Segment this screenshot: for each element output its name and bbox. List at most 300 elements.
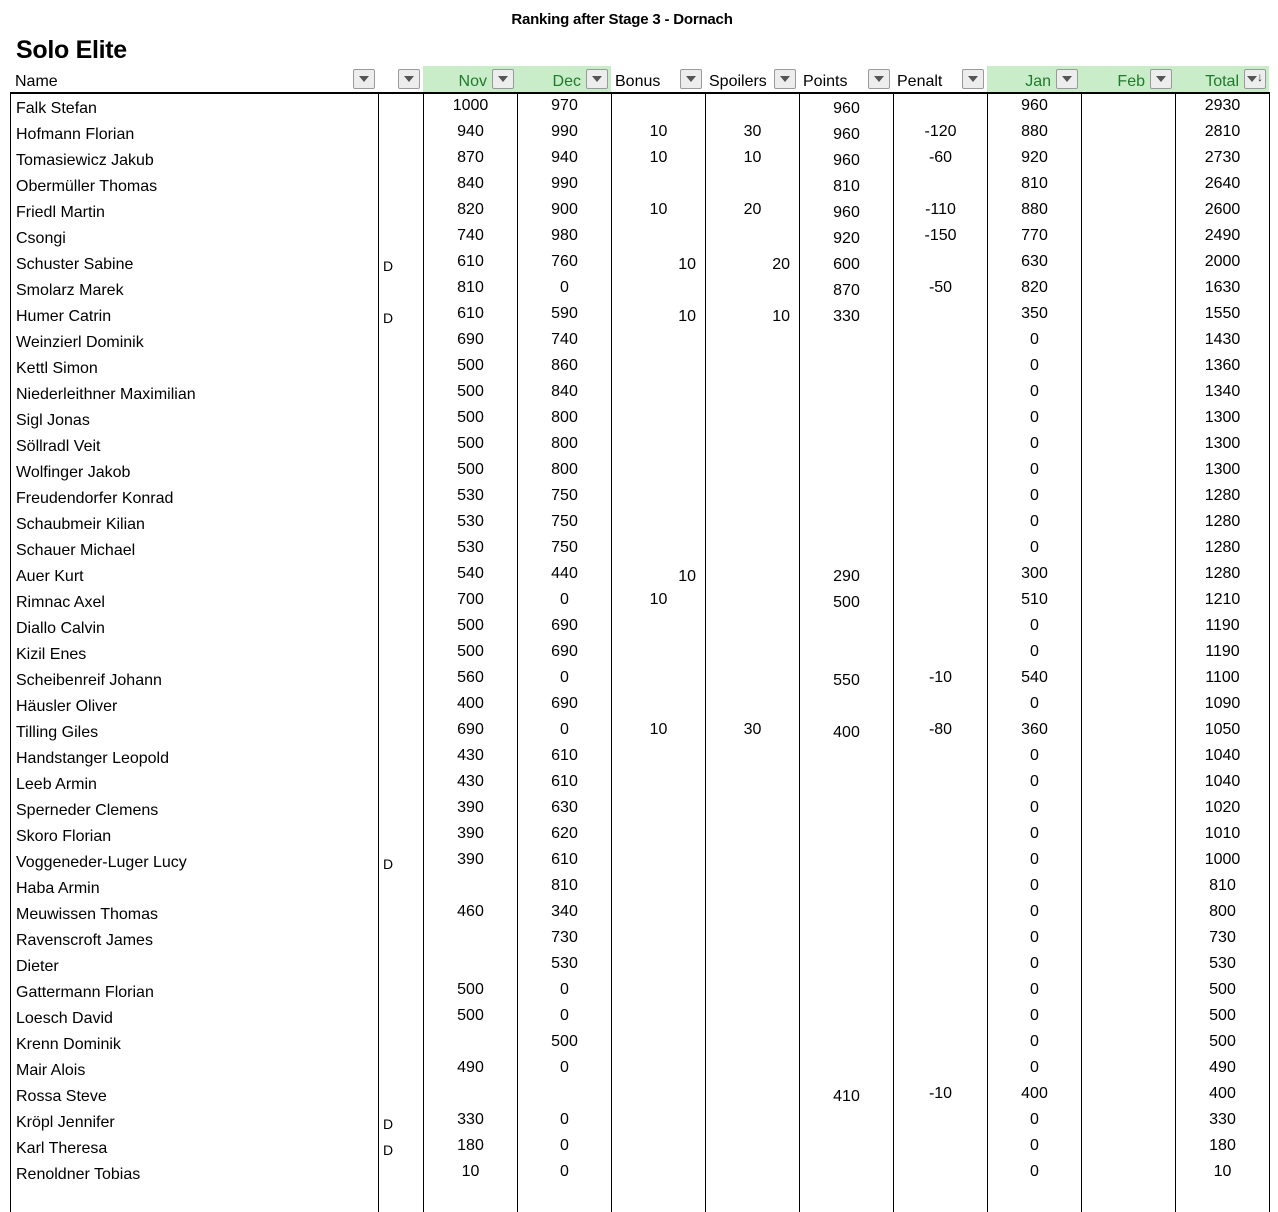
cell-jan: 540	[988, 666, 1082, 692]
cell-feb	[1082, 250, 1176, 276]
cell-jan: 0	[988, 432, 1082, 458]
cell-total: 1550	[1176, 302, 1270, 328]
cell-total: 2640	[1176, 172, 1270, 198]
table-row	[11, 224, 1270, 250]
table-row	[11, 120, 1270, 146]
cell-flag	[379, 562, 424, 588]
cell-total: 1000	[1176, 848, 1270, 874]
cell-total: 500	[1176, 1030, 1270, 1056]
table-row	[11, 588, 1270, 614]
cell-dec: 630	[518, 796, 612, 822]
cell-points	[800, 380, 894, 406]
column-header-penalty	[893, 66, 987, 92]
cell-feb	[1082, 1160, 1176, 1186]
cell-nov: 840	[424, 172, 518, 198]
cell-spoilers: 10	[706, 302, 800, 328]
cell-feb	[1082, 406, 1176, 432]
column-header-nov	[423, 66, 517, 92]
cell-empty	[11, 1186, 379, 1212]
page-title: Ranking after Stage 3 - Dornach	[511, 11, 733, 28]
cell-name: Csongi	[11, 224, 379, 250]
cell-total: 1190	[1176, 614, 1270, 640]
filter-dropdown-icon[interactable]	[1056, 69, 1078, 89]
cell-penalty	[894, 1108, 988, 1134]
cell-total: 1040	[1176, 744, 1270, 770]
cell-points	[800, 510, 894, 536]
table-row	[11, 250, 1270, 276]
cell-penalty	[894, 536, 988, 562]
cell-name: Renoldner Tobias	[11, 1160, 379, 1186]
cell-penalty	[894, 588, 988, 614]
cell-points	[800, 1030, 894, 1056]
cell-bonus	[612, 666, 706, 692]
cell-feb	[1082, 796, 1176, 822]
cell-empty	[894, 1186, 988, 1212]
cell-flag: D	[379, 1108, 424, 1134]
cell-feb	[1082, 1082, 1176, 1108]
cell-flag	[379, 93, 424, 120]
cell-points	[800, 848, 894, 874]
cell-total: 1300	[1176, 458, 1270, 484]
cell-penalty	[894, 1160, 988, 1186]
cell-jan: 0	[988, 614, 1082, 640]
cell-name: Kettl Simon	[11, 354, 379, 380]
cell-dec: 990	[518, 172, 612, 198]
cell-penalty	[894, 640, 988, 666]
cell-penalty	[894, 250, 988, 276]
cell-nov: 500	[424, 432, 518, 458]
table-row	[11, 354, 1270, 380]
cell-spoilers	[706, 796, 800, 822]
cell-bonus	[612, 93, 706, 120]
column-header-bonus	[611, 66, 705, 92]
cell-name: Sperneder Clemens	[11, 796, 379, 822]
sheet-title: Solo Elite	[16, 36, 127, 64]
cell-penalty	[894, 302, 988, 328]
cell-dec: 750	[518, 510, 612, 536]
table-row	[11, 1134, 1270, 1160]
cell-spoilers	[706, 224, 800, 250]
cell-nov	[424, 1030, 518, 1056]
cell-points	[800, 328, 894, 354]
cell-bonus	[612, 978, 706, 1004]
cell-total: 1010	[1176, 822, 1270, 848]
cell-dec: 620	[518, 822, 612, 848]
column-header-label: Feb	[1117, 73, 1145, 90]
cell-penalty	[894, 770, 988, 796]
cell-total: 2490	[1176, 224, 1270, 250]
table-row	[11, 380, 1270, 406]
table-row	[11, 692, 1270, 718]
cell-feb	[1082, 874, 1176, 900]
cell-spoilers	[706, 276, 800, 302]
cell-dec: 970	[518, 93, 612, 120]
cell-points: 960	[800, 93, 894, 120]
cell-dec: 340	[518, 900, 612, 926]
cell-spoilers	[706, 588, 800, 614]
cell-jan: 0	[988, 1056, 1082, 1082]
cell-penalty: -50	[894, 276, 988, 302]
cell-name: Skoro Florian	[11, 822, 379, 848]
filter-dropdown-icon[interactable]	[353, 69, 375, 89]
cell-bonus	[612, 328, 706, 354]
cell-dec: 610	[518, 770, 612, 796]
cell-feb	[1082, 588, 1176, 614]
cell-name: Auer Kurt	[11, 562, 379, 588]
cell-name: Loesch David	[11, 1004, 379, 1030]
cell-total: 490	[1176, 1056, 1270, 1082]
table-row	[11, 744, 1270, 770]
cell-jan: 0	[988, 1134, 1082, 1160]
cell-name: Hofmann Florian	[11, 120, 379, 146]
cell-points	[800, 1160, 894, 1186]
cell-penalty	[894, 172, 988, 198]
cell-name: Mair Alois	[11, 1056, 379, 1082]
column-header-points	[799, 66, 893, 92]
cell-flag	[379, 692, 424, 718]
cell-flag	[379, 1030, 424, 1056]
cell-flag	[379, 874, 424, 900]
cell-points	[800, 822, 894, 848]
cell-spoilers	[706, 458, 800, 484]
cell-spoilers	[706, 770, 800, 796]
cell-dec: 990	[518, 120, 612, 146]
filter-dropdown-icon[interactable]	[680, 69, 702, 89]
cell-dec: 0	[518, 588, 612, 614]
cell-spoilers	[706, 172, 800, 198]
cell-feb	[1082, 666, 1176, 692]
cell-bonus	[612, 614, 706, 640]
cell-jan: 820	[988, 276, 1082, 302]
cell-nov: 400	[424, 692, 518, 718]
cell-bonus	[612, 900, 706, 926]
cell-spoilers	[706, 1134, 800, 1160]
cell-dec: 0	[518, 666, 612, 692]
cell-nov: 940	[424, 120, 518, 146]
cell-penalty	[894, 406, 988, 432]
cell-feb	[1082, 93, 1176, 120]
cell-spoilers: 20	[706, 198, 800, 224]
cell-spoilers	[706, 848, 800, 874]
cell-jan: 0	[988, 380, 1082, 406]
cell-dec: 610	[518, 848, 612, 874]
cell-feb	[1082, 458, 1176, 484]
cell-flag	[379, 900, 424, 926]
cell-flag	[379, 744, 424, 770]
cell-jan: 0	[988, 510, 1082, 536]
cell-total: 330	[1176, 1108, 1270, 1134]
cell-feb	[1082, 120, 1176, 146]
cell-total: 1210	[1176, 588, 1270, 614]
cell-total: 1300	[1176, 406, 1270, 432]
cell-spoilers: 30	[706, 718, 800, 744]
cell-empty	[706, 1186, 800, 1212]
cell-nov	[424, 952, 518, 978]
cell-penalty	[894, 614, 988, 640]
cell-spoilers	[706, 640, 800, 666]
cell-penalty	[894, 926, 988, 952]
column-header-label: Points	[803, 73, 848, 90]
cell-nov: 500	[424, 354, 518, 380]
cell-total: 1040	[1176, 770, 1270, 796]
filter-dropdown-icon[interactable]	[774, 69, 796, 89]
cell-flag	[379, 120, 424, 146]
cell-empty	[379, 1186, 424, 1212]
cell-nov	[424, 926, 518, 952]
filter-dropdown-icon[interactable]	[398, 69, 420, 89]
cell-total: 1300	[1176, 432, 1270, 458]
cell-spoilers	[706, 614, 800, 640]
cell-feb	[1082, 146, 1176, 172]
cell-penalty	[894, 1056, 988, 1082]
filter-dropdown-icon[interactable]	[1150, 69, 1172, 89]
cell-spoilers: 20	[706, 250, 800, 276]
cell-spoilers	[706, 354, 800, 380]
cell-empty	[518, 1186, 612, 1212]
cell-spoilers: 30	[706, 120, 800, 146]
cell-points	[800, 770, 894, 796]
cell-flag	[379, 796, 424, 822]
cell-nov: 390	[424, 822, 518, 848]
cell-spoilers: 10	[706, 146, 800, 172]
cell-spoilers	[706, 328, 800, 354]
cell-bonus	[612, 406, 706, 432]
cell-jan: 0	[988, 354, 1082, 380]
cell-flag	[379, 406, 424, 432]
cell-feb	[1082, 432, 1176, 458]
cell-name: Kizil Enes	[11, 640, 379, 666]
cell-bonus	[612, 952, 706, 978]
cell-flag	[379, 926, 424, 952]
cell-points: 960	[800, 120, 894, 146]
cell-nov: 610	[424, 302, 518, 328]
cell-bonus: 10	[612, 198, 706, 224]
cell-jan: 920	[988, 146, 1082, 172]
cell-total: 400	[1176, 1082, 1270, 1108]
cell-flag	[379, 952, 424, 978]
cell-points	[800, 978, 894, 1004]
cell-spoilers	[706, 93, 800, 120]
cell-penalty	[894, 458, 988, 484]
cell-flag	[379, 146, 424, 172]
cell-points	[800, 432, 894, 458]
cell-bonus: 10	[612, 562, 706, 588]
cell-penalty	[894, 874, 988, 900]
cell-nov: 530	[424, 510, 518, 536]
cell-penalty: -150	[894, 224, 988, 250]
cell-bonus	[612, 224, 706, 250]
table-row	[11, 614, 1270, 640]
cell-feb	[1082, 484, 1176, 510]
cell-dec: 0	[518, 1160, 612, 1186]
cell-bonus	[612, 1108, 706, 1134]
cell-name: Häusler Oliver	[11, 692, 379, 718]
cell-penalty	[894, 744, 988, 770]
cell-dec: 810	[518, 874, 612, 900]
column-header-flag	[378, 66, 423, 92]
cell-jan: 510	[988, 588, 1082, 614]
cell-spoilers	[706, 978, 800, 1004]
cell-spoilers	[706, 874, 800, 900]
cell-nov: 500	[424, 614, 518, 640]
cell-spoilers	[706, 1004, 800, 1030]
cell-jan: 300	[988, 562, 1082, 588]
cell-name: Ravenscroft James	[11, 926, 379, 952]
cell-spoilers	[706, 822, 800, 848]
cell-dec: 860	[518, 354, 612, 380]
cell-dec: 440	[518, 562, 612, 588]
cell-feb	[1082, 1056, 1176, 1082]
cell-points	[800, 458, 894, 484]
cell-bonus	[612, 380, 706, 406]
ranking-table	[10, 92, 1270, 1212]
column-header-label: Dec	[552, 73, 581, 90]
cell-bonus	[612, 1030, 706, 1056]
cell-nov: 390	[424, 848, 518, 874]
cell-points	[800, 796, 894, 822]
column-header-feb	[1081, 66, 1175, 92]
cell-dec: 0	[518, 1004, 612, 1030]
cell-bonus	[612, 822, 706, 848]
cell-empty	[612, 1186, 706, 1212]
cell-spoilers	[706, 380, 800, 406]
cell-feb	[1082, 536, 1176, 562]
sort-filter-dropdown-icon[interactable]: ↓	[1244, 69, 1266, 89]
cell-penalty	[894, 354, 988, 380]
cell-name: Obermüller Thomas	[11, 172, 379, 198]
table-row	[11, 484, 1270, 510]
cell-flag: D	[379, 250, 424, 276]
cell-penalty: -60	[894, 146, 988, 172]
cell-feb	[1082, 198, 1176, 224]
cell-flag	[379, 1082, 424, 1108]
filter-dropdown-icon[interactable]	[962, 69, 984, 89]
cell-name: Leeb Armin	[11, 770, 379, 796]
cell-penalty	[894, 510, 988, 536]
cell-name: Smolarz Marek	[11, 276, 379, 302]
cell-nov: 330	[424, 1108, 518, 1134]
cell-nov: 10	[424, 1160, 518, 1186]
cell-dec: 740	[518, 328, 612, 354]
cell-bonus: 10	[612, 588, 706, 614]
cell-spoilers	[706, 1160, 800, 1186]
cell-bonus	[612, 1160, 706, 1186]
cell-total: 1280	[1176, 510, 1270, 536]
cell-points: 810	[800, 172, 894, 198]
cell-penalty	[894, 848, 988, 874]
cell-feb	[1082, 562, 1176, 588]
cell-nov: 500	[424, 640, 518, 666]
cell-jan: 0	[988, 926, 1082, 952]
filter-dropdown-icon[interactable]	[586, 69, 608, 89]
cell-bonus	[612, 276, 706, 302]
cell-dec: 500	[518, 1030, 612, 1056]
cell-spoilers	[706, 432, 800, 458]
cell-dec: 800	[518, 458, 612, 484]
cell-name: Handstanger Leopold	[11, 744, 379, 770]
cell-dec: 690	[518, 640, 612, 666]
cell-total: 2000	[1176, 250, 1270, 276]
cell-dec: 0	[518, 276, 612, 302]
cell-flag	[379, 328, 424, 354]
cell-dec: 690	[518, 614, 612, 640]
cell-flag	[379, 822, 424, 848]
cell-jan: 360	[988, 718, 1082, 744]
cell-bonus	[612, 744, 706, 770]
cell-penalty	[894, 978, 988, 1004]
cell-bonus	[612, 354, 706, 380]
cell-spoilers	[706, 744, 800, 770]
cell-spoilers	[706, 926, 800, 952]
cell-flag	[379, 770, 424, 796]
cell-bonus	[612, 484, 706, 510]
cell-total: 1630	[1176, 276, 1270, 302]
cell-points: 870	[800, 276, 894, 302]
cell-points	[800, 744, 894, 770]
cell-points: 960	[800, 146, 894, 172]
cell-feb	[1082, 380, 1176, 406]
cell-flag	[379, 1056, 424, 1082]
cell-bonus	[612, 926, 706, 952]
cell-spoilers	[706, 692, 800, 718]
cell-flag	[379, 484, 424, 510]
cell-jan: 880	[988, 120, 1082, 146]
cell-nov: 610	[424, 250, 518, 276]
cell-name: Meuwissen Thomas	[11, 900, 379, 926]
cell-penalty: -80	[894, 718, 988, 744]
cell-feb	[1082, 926, 1176, 952]
cell-points: 500	[800, 588, 894, 614]
cell-spoilers	[706, 1056, 800, 1082]
cell-dec: 610	[518, 744, 612, 770]
filter-dropdown-icon[interactable]	[868, 69, 890, 89]
cell-feb	[1082, 1030, 1176, 1056]
cell-penalty	[894, 822, 988, 848]
cell-flag	[379, 718, 424, 744]
cell-bonus	[612, 1056, 706, 1082]
cell-penalty	[894, 562, 988, 588]
cell-spoilers	[706, 900, 800, 926]
table-row	[11, 822, 1270, 848]
cell-feb	[1082, 614, 1176, 640]
cell-spoilers	[706, 1108, 800, 1134]
cell-spoilers	[706, 1030, 800, 1056]
filter-dropdown-icon[interactable]	[492, 69, 514, 89]
cell-bonus: 10	[612, 120, 706, 146]
cell-total: 1280	[1176, 484, 1270, 510]
cell-flag	[379, 224, 424, 250]
cell-dec: 840	[518, 380, 612, 406]
cell-feb	[1082, 744, 1176, 770]
cell-points	[800, 614, 894, 640]
cell-bonus	[612, 770, 706, 796]
cell-spoilers	[706, 952, 800, 978]
cell-empty	[1082, 1186, 1176, 1212]
table-row	[11, 900, 1270, 926]
table-header	[10, 66, 1270, 92]
cell-penalty	[894, 432, 988, 458]
cell-feb	[1082, 224, 1176, 250]
cell-flag	[379, 614, 424, 640]
cell-nov: 500	[424, 978, 518, 1004]
cell-flag	[379, 380, 424, 406]
cell-total: 2600	[1176, 198, 1270, 224]
table-row	[11, 1030, 1270, 1056]
cell-nov: 180	[424, 1134, 518, 1160]
cell-points: 600	[800, 250, 894, 276]
table-row	[11, 562, 1270, 588]
cell-feb	[1082, 1004, 1176, 1030]
